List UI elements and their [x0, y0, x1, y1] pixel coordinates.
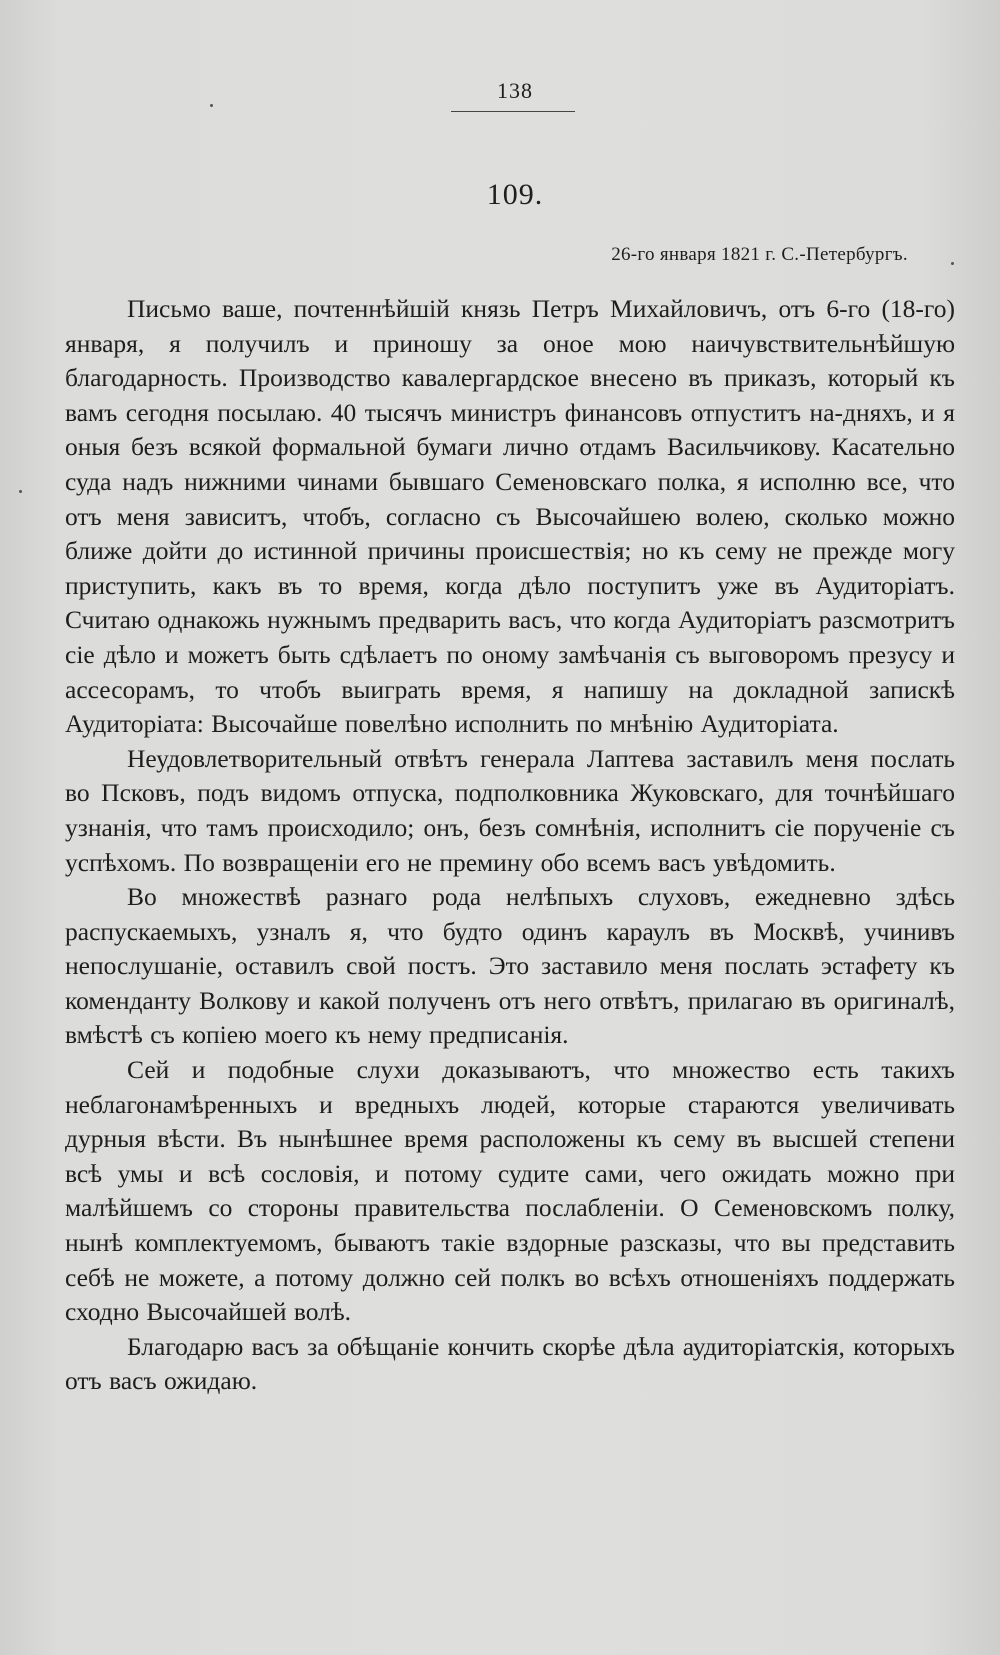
scan-speck	[19, 490, 22, 493]
paragraph-2: Неудовлетворительный отвѣтъ генерала Лаптева заставилъ меня послать во Псковъ, подъ видомъ отпуска, подполковника Жуковскаго, для точнѣйшаго узнанія, что тамъ происходило; онъ, безъ сомнѣнія, исполнитъ сіе порученіе съ успѣхомъ. По возвращеніи его не премину обо всемъ васъ увѣдомить.	[65, 743, 955, 877]
paragraph-3: Во множествѣ разнаго рода нелѣпыхъ слуховъ, ежедневно здѣсь распускаемыхъ, узналъ я, что будто одинъ караулъ въ Москвѣ, учинивъ непослушаніе, оставилъ свой постъ. Это заставило меня послать эстафету къ коменданту Волкову и какой полученъ отъ него отвѣтъ, прилагаю въ оригиналѣ, вмѣстѣ съ копіею моего къ нему предписанія.	[65, 882, 955, 1050]
header-rule	[451, 111, 575, 112]
scan-speck	[951, 262, 954, 265]
letter-body	[65, 292, 955, 1399]
dateline: 26-го января 1821 г. С.-Петербургъ.	[611, 244, 908, 265]
paragraph-4: Сей и подобные слухи доказываютъ, что множество есть такихъ неблагонамѣренныхъ и вредныхъ людей, которые стараются увеличивать дурныя вѣсти. Въ нынѣшнее время расположены къ сему въ высшей степени всѣ умы и всѣ сословія, и потому судите сами, чего ожидать можно при малѣйшемъ со стороны правительства послабленіи. О Семеновскомъ полку, нынѣ комплектуемомъ, бываютъ такіе вздорные разсказы, что вы представить себѣ не можете, а потому должно сей полкъ во всѣхъ отношеніяхъ поддержать сходно Высочайшей волѣ.	[65, 1055, 955, 1327]
paragraph-5: Благодарю васъ за обѣщаніе кончить скорѣе дѣла аудиторіатскія, которыхъ отъ васъ ожидаю.	[65, 1331, 955, 1396]
scan-speck	[210, 104, 213, 107]
page-number: 138	[497, 78, 533, 103]
paragraph-1: Письмо ваше, почтеннѣйшій князь Петръ Михайловичъ, отъ 6-го (18-го) января, я получилъ и приношу за оное мою наичувствительнѣйшую благодарность. Производство кавалергардское внесено въ приказъ, который къ вамъ сегодня посылаю. 40 тысячъ министръ финансовъ отпуститъ на-дняхъ, и я оныя безъ всякой формальной бумаги лично отдамъ Васильчикову. Касательно суда надъ нижними чинами бывшаго Семеновскаго полка, я исполню все, что отъ меня зависитъ, чтобъ, согласно съ Высочайшею волею, сколько можно ближе дойти до истинной причины происшествія; но къ сему не прежде могу приступить, какъ въ то время, когда дѣло поступитъ уже въ Аудиторіатъ. Считаю однакожь нужнымъ предварить васъ, что когда Аудиторіатъ разсмотритъ сіе дѣло и можетъ быть сдѣлаетъ по оному замѣчанія съ выговоромъ презусу и ассесорамъ, то чтобъ выиграть время, я напишу на докладной запискѣ Аудиторіата: Высочайше повелѣно исполнить по мнѣнію Аудиторіата.	[65, 294, 955, 739]
letter-number: 109.	[486, 178, 544, 211]
